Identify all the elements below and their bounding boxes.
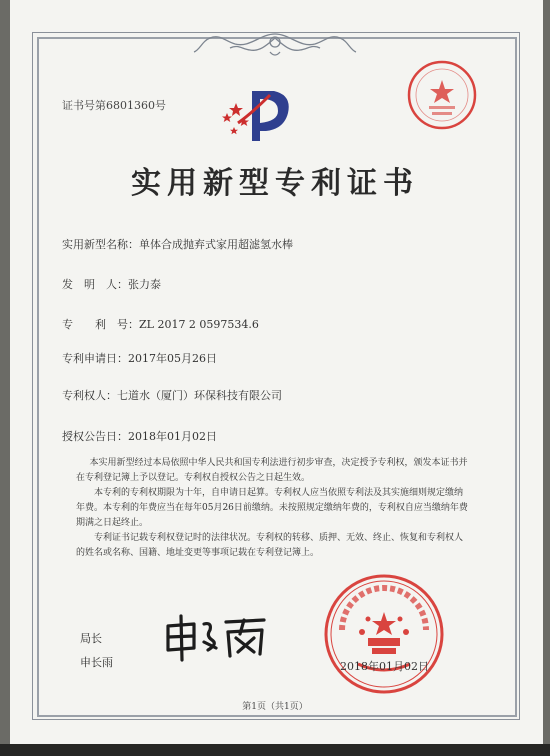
- signature-icon: [160, 612, 270, 664]
- paragraph: 本实用新型经过本局依照中华人民共和国专利法进行初步审查，决定授予专利权，颁发本证书并在专利登记簿上予以登记。专利权自授权公告之日起生效。: [76, 458, 468, 483]
- patentee-field: [62, 387, 282, 403]
- certificate-body: [76, 456, 468, 561]
- grant-date-value: 2018年01月02日: [128, 430, 217, 443]
- director-name: 申长雨: [80, 656, 113, 669]
- utility-model-name-label: 实用新型名称：: [62, 238, 139, 251]
- certificate-number: 证书号第6801360号: [62, 99, 166, 112]
- scan-edge: [0, 744, 550, 756]
- patent-office-logo-icon: [222, 83, 298, 143]
- patent-number-field: [62, 316, 259, 332]
- inventor-value: 张力泰: [128, 278, 161, 291]
- grant-date-label: 授权公告日：: [62, 430, 128, 443]
- inventor-label: 发 明 人：: [62, 278, 128, 291]
- application-date-value: 2017年05月26日: [128, 352, 217, 365]
- paragraph: 专利证书记载专利权登记时的法律状况。专利权的转移、质押、无效、终止、恢复和专利权人的姓名或名称、国籍、地址变更等事项记载在专利登记簿上。: [76, 533, 464, 558]
- application-date-field: [62, 350, 217, 366]
- patent-number-label: 专 利 号：: [62, 318, 139, 331]
- issue-date: 2018年01月02日: [340, 660, 429, 673]
- page-number: 第1页（共1页）: [242, 702, 308, 712]
- agency-seal-icon: [405, 58, 479, 132]
- paragraph: 本专利的专利权期限为十年，自申请日起算。专利权人应当依照专利法及其实施细则规定缴纳年费。本专利的年费应当在每年05月26日前缴纳。未按照规定缴纳年费的，专利权自应当缴纳年费期满之日起终止。: [76, 488, 468, 528]
- utility-model-name-field: [62, 236, 293, 252]
- patent-number-value: ZL 2017 2 0597534.6: [139, 318, 259, 331]
- patentee-label: 专利权人：: [62, 389, 117, 402]
- grant-date-field: [62, 428, 217, 444]
- application-date-label: 专利申请日：: [62, 352, 128, 365]
- national-ip-office-seal-icon: [322, 572, 446, 696]
- patentee-value: 七道水（厦门）环保科技有限公司: [117, 389, 282, 402]
- ornament-icon: [190, 30, 360, 60]
- director-title: 局长: [80, 632, 102, 645]
- inventor-field: [62, 276, 161, 292]
- page-title: 实用新型专利证书: [131, 166, 419, 201]
- utility-model-name-value: 单体合成抛弃式家用超滤氢水棒: [139, 238, 293, 251]
